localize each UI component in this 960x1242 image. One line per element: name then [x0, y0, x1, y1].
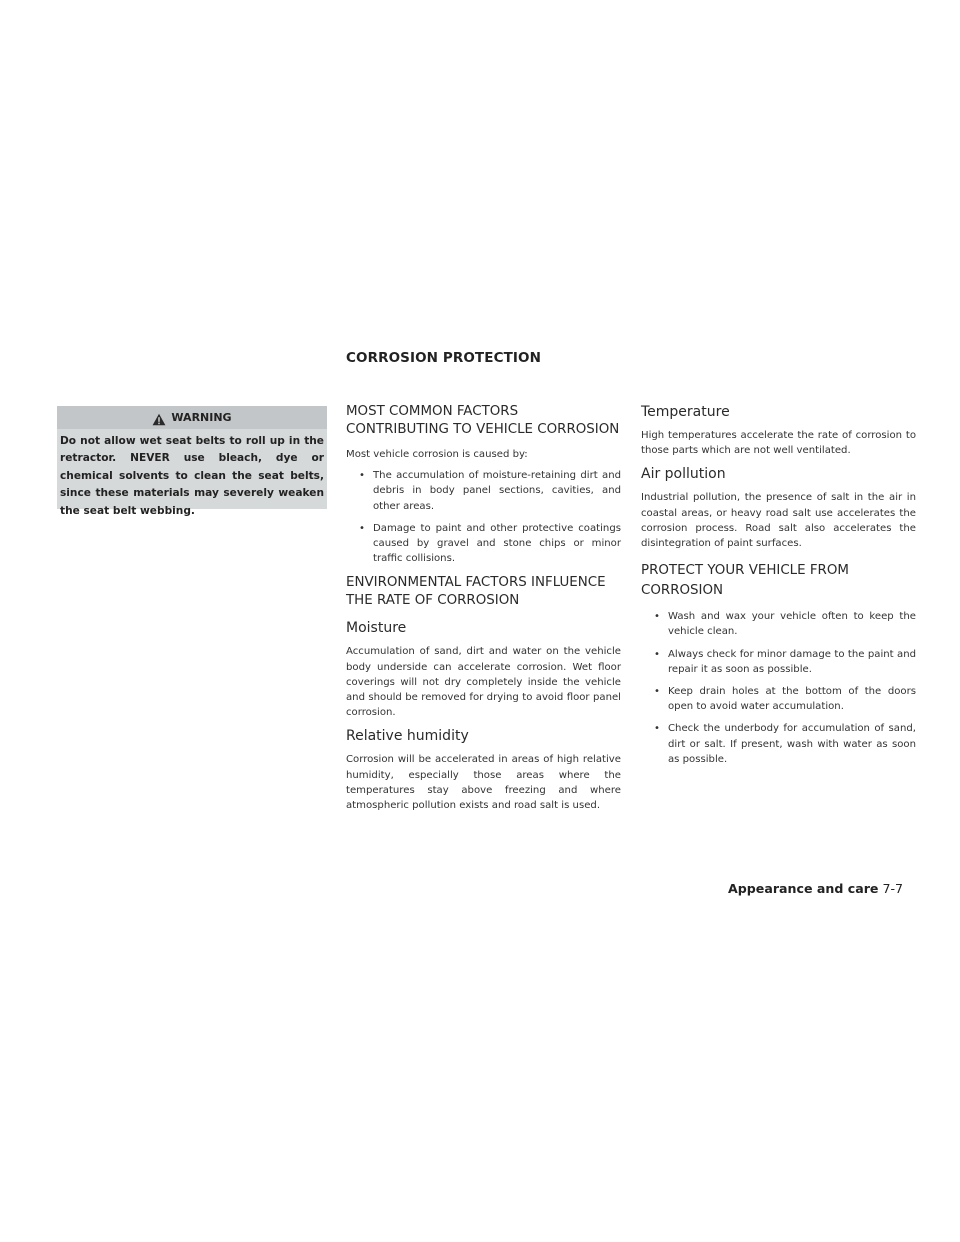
list-item: • Check the underbody for accumulation of sand, dirt or salt. If present, wash with water as soon as possible. — [654, 723, 916, 765]
heading-temperature: Temperature — [641, 404, 730, 420]
causes-list — [346, 468, 621, 566]
bullet-icon: • — [654, 686, 660, 698]
list-item: • Always check for minor damage to the paint and repair it as soon as possible. — [654, 648, 916, 675]
list-item: • Damage to paint and other protective coatings caused by gravel and stone chips or minor traffic collisions. — [359, 522, 621, 565]
warning-label: WARNING — [171, 411, 232, 424]
moisture-text: Accumulation of sand, dirt and water on the vehicle body underside can accelerate corrosion. Wet floor coverings will not dry completely inside the vehicle and should be removed for drying to avoid floor panel corrosion. — [346, 646, 621, 719]
page-footer — [728, 878, 903, 897]
bullet-icon: • — [654, 648, 660, 660]
list-item: • Keep drain holes at the bottom of the doors open to avoid water accumulation. — [654, 686, 916, 713]
warning-header — [57, 406, 327, 429]
heading-relative-humidity: Relative humidity — [346, 728, 469, 745]
list-item: • The accumulation of moisture-retaining dirt and debris in body panel sections, cavities, and other areas. — [359, 470, 621, 512]
section-title: CORROSION PROTECTION — [346, 350, 541, 366]
bullet-icon: • — [654, 723, 660, 735]
temperature-text: High temperatures accelerate the rate of corrosion to those parts which are not well ventilated. — [641, 430, 916, 457]
air-pollution-text: Industrial pollution, the presence of salt in the air in coastal areas, or heavy road salt use accelerates the corrosion process. Road salt also accelerates the disintegration of paint surfaces. — [641, 492, 916, 550]
footer-section-label: Appearance and care — [728, 881, 879, 896]
heading-common-factors: MOST COMMON FACTORS CONTRIBUTING TO VEHICLE CORROSION — [346, 404, 620, 437]
warning-text: Do not allow wet seat belts to roll up in the retractor. NEVER use bleach, dye or chemical solvents to clean the seat belts, since these materials may severely weaken the seat belt webbing. — [60, 435, 324, 517]
right-column — [641, 403, 916, 775]
list-item: • Wash and wax your vehicle often to keep the vehicle clean. — [654, 611, 916, 638]
humidity-text: Corrosion will be accelerated in areas of high relative humidity, especially those areas where the temperatures stay above freezing and where atmospheric pollution exists and road salt is used. — [346, 754, 621, 812]
protect-list — [641, 609, 916, 767]
heading-protect-vehicle: PROTECT YOUR VEHICLE FROM CORROSION — [641, 563, 849, 599]
page-number: 7-7 — [882, 881, 904, 896]
heading-air-pollution: Air pollution — [641, 466, 726, 483]
heading-moisture: Moisture — [346, 620, 407, 637]
causes-intro: Most vehicle corrosion is caused by: — [346, 449, 528, 460]
warning-triangle-icon — [152, 411, 166, 424]
bullet-icon: • — [359, 522, 365, 534]
warning-box — [57, 406, 327, 517]
middle-column — [346, 403, 621, 819]
bullet-icon: • — [359, 470, 365, 482]
heading-environmental-factors: ENVIRONMENTAL FACTORS INFLUENCE THE RATE OF CORROSION — [346, 575, 606, 609]
bullet-icon: • — [654, 611, 660, 623]
